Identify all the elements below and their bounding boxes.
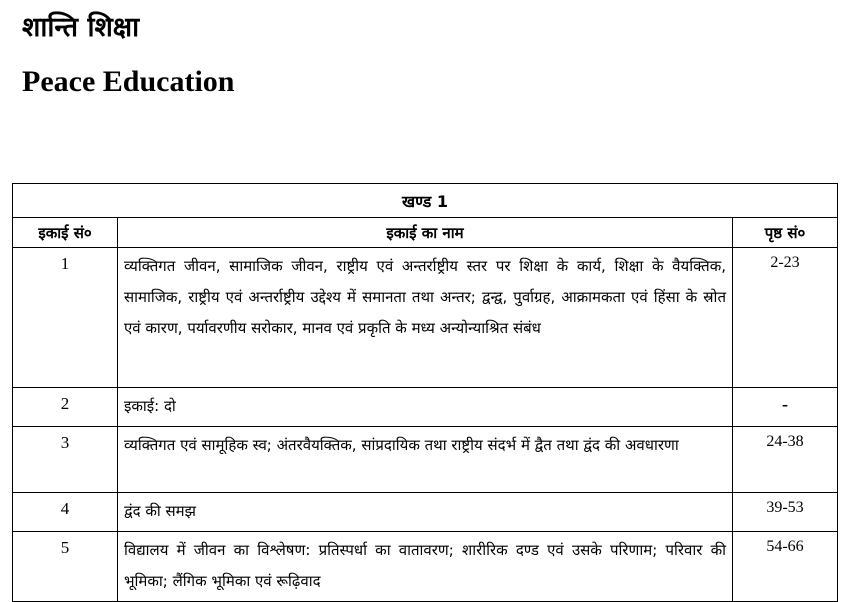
- unit-number: 2: [13, 388, 118, 427]
- table-row: [13, 532, 838, 602]
- unit-number: 5: [13, 532, 118, 602]
- unit-number: 1: [13, 248, 118, 388]
- page-range: 24-38: [733, 427, 838, 493]
- table-row: [13, 493, 838, 532]
- table-row: [13, 248, 838, 388]
- unit-number: 3: [13, 427, 118, 493]
- page-range: 54-66: [733, 532, 838, 602]
- table-row: [13, 427, 838, 493]
- section-title: खण्ड 1: [13, 184, 838, 218]
- unit-number: 4: [13, 493, 118, 532]
- header-page-no: पृष्ठ सं०: [733, 218, 838, 248]
- unit-name: व्यक्तिगत एवं सामूहिक स्व; अंतरवैयक्तिक, सांप्रदायिक तथा राष्ट्रीय संदर्भ में द्वैत तथा द्वंद की अवधारणा: [118, 427, 733, 493]
- header-unit-no: इकाई सं०: [13, 218, 118, 248]
- page-range: 39-53: [733, 493, 838, 532]
- contents-table: [12, 183, 838, 602]
- table-row: [13, 388, 838, 427]
- unit-name: इकाई: दो: [118, 388, 733, 427]
- page-range: -: [733, 388, 838, 427]
- hindi-title: शान्ति शिक्षा: [22, 12, 140, 43]
- english-title: Peace Education: [22, 65, 235, 98]
- page-range: 2-23: [733, 248, 838, 388]
- header-unit-name: इकाई का नाम: [118, 218, 733, 248]
- unit-name: व्यक्तिगत जीवन, सामाजिक जीवन, राष्ट्रीय एवं अन्तर्राष्ट्रीय स्तर पर शिक्षा के कार्य, शिक्षा के वैयक्तिक, सामाजिक, राष्ट्रीय एवं अन्तर्राष्ट्रीय उद्देश्य में समानता तथा अन्तर; द्वन्द्व, पुर्वाग्रह, आक्रामकता एवं हिंसा के स्रोत एवं कारण, पर्यावरणीय सरोकार, मानव एवं प्रकृति के मध्य अन्योन्याश्रित संबंध: [118, 248, 733, 388]
- unit-name: विद्यालय में जीवन का विश्लेषण: प्रतिस्पर्धा का वातावरण; शारीरिक दण्ड एवं उसके परिणाम; परिवार की भूमिका; लैंगिक भूमिका एवं रूढ़िवाद: [118, 532, 733, 602]
- unit-name: द्वंद की समझ: [118, 493, 733, 532]
